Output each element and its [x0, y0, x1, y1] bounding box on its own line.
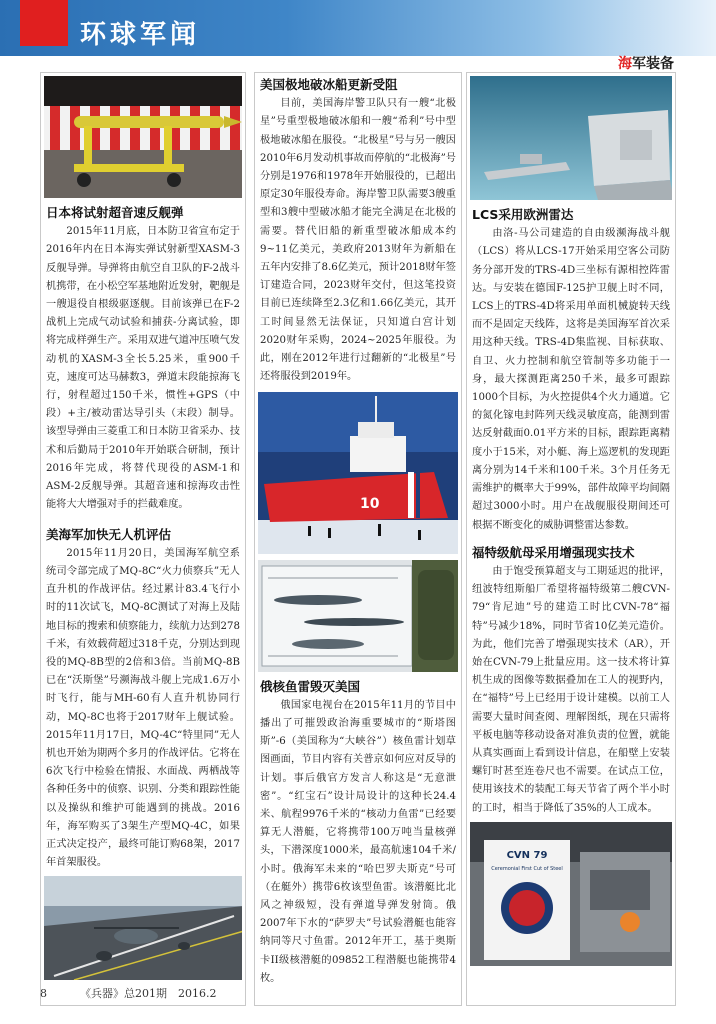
radar-render-photo [470, 76, 672, 200]
column-middle [254, 72, 462, 1006]
missile-photo [44, 76, 242, 198]
page-footer [40, 985, 300, 1001]
page-title: 环球军闻 [80, 20, 201, 50]
article-body-ford: 由于饱受预算超支与工期延迟的批评，纽波特纽斯船厂希望将福特级第二艘CVN-79“肯尼迪”号的建造工时比CVN-78“福特”号减少18%，同时节省10亿美元造价。为此，他们完善了增强现实技术（AR），开始在CVN-79上批量应用。这一技术将计算机生成的图像等数据叠加在工人的视野内，在“福特”号上已经用于设计建模。以前工人需要大量时间查阅、理解图纸，现在只需将平板电脑等移动设备对准负责的位置，就能从真实画面上看到设计信息，在船壁上安装螺钉时甚至连卷尺也不需要。在试点工位，使用该技术的装配工每天节省了两个半小时的工时，相当于降低了35%的人工成本。 [472, 565, 670, 814]
banner-line2: Ceremonial First Cut of Steel [491, 865, 563, 872]
torpedo-diagram-photo [258, 560, 458, 672]
article-title-lcs: LCS采用欧洲雷达 [472, 207, 574, 222]
page-number: 8 [40, 987, 47, 1000]
icebreaker-photo [258, 392, 458, 554]
article-body-sub: 俄国家电视台在2015年11月的节目中播出了可摧毁政治海重要城市的“斯塔图斯”-6（美国称为“大峡谷”）核鱼雷计划草图画面，节目内容有关普京如何应对反导的计划。事后俄官方发言人称这是“无意泄密”。“红宝石”设计局设计的这种长24.4米、航程9976千米的“核动力鱼雷”已经要算无人潜艇，它将携带100万吨当量核弹头，下潜深度1000米，最高航速104千米/小时。俄海军未来的“哈巴罗夫斯克”号可（在艇外）携带6枚该型鱼雷。该潜艇比北风之神级短，没有弹道导弹发射筒。俄2007年下水的“萨罗夫”号试验潜艇也能容纳同等尺寸鱼雷。2012年开工，基于奥斯卡II级核潜艇的09852工程潜艇也能携带4枚。 [260, 699, 456, 984]
column-right [466, 72, 676, 1006]
helicopter-deck-photo [44, 876, 242, 980]
article-title-japan: 日本将试射超音速反舰弹 [46, 205, 184, 220]
section-tag [618, 53, 674, 73]
article-body-lcs: 由洛-马公司建造的自由级濒海战斗舰（LCS）将从LCS-17开始采用空客公司防务分部开发的TRS-4D三坐标有源相控阵雷达。与安装在德国F-125护卫舰上时不同，LCS上的TRS-4D将采用单面机械旋转天线而不是固定天线阵，这将是美国海军首次采用这种天线。TRS-4D集监视、目标获取、自卫、火力控制和航空管制等多功能于一身，最大探测距离250千米，最多可跟踪1000个目标，为火控提供4个火力通道。它的氮化镓电封阵列天线灵敏度高，能测到雷达反射截面0.01平方米的目标，跟踪距离精度小于15米，对小艇、海上巡逻机的发现距离分别为14千米和100千米。3个月任务无需维护的概率大于99%，部件故障平均间隔超过3000小时。用户在战舰服役期间还可根据不断变化的威胁调整雷达参数。 [472, 228, 670, 531]
article-body-icebreaker: 目前，美国海岸警卫队只有一艘“北极星”号重型极地破冰船和一艘“希利”号中型极地破冰船在服役。“北极星”号与另一艘因2010年6月发动机事故而停航的“北极海”号分别是1976和1978年开始服役的，已超出原定30年服役寿命。海岸警卫队需要3艘重型和3艘中型破冰船才能完全满足在北极的需要。替代旧船的新重型破冰船成本约9~11亿美元，美政府2013财年为新船在五年内安排了8.6亿美元，预计2018财年签订建造合同，2023财年交付，但这笔投资目前已连续降至2.3亿和1.66亿美元，其开工时间显然无法保证，只知道白宫计划2020财年采购，2024~2025年服役。为此，刚在2012年进行过翻新的“北极星”号还将服役到2019年。 [260, 98, 456, 383]
shipyard-photo [470, 822, 672, 966]
column-left [40, 72, 246, 1006]
article-title-icebreaker: 美国极地破冰船更新受阻 [260, 77, 398, 92]
article-title-sub: 俄核鱼雷毁灭美国 [260, 678, 361, 694]
section-tag-prefix: 海 [618, 56, 632, 72]
article-body-japan: 2015年11月底，日本防卫省宣布定于2016年内在日本海实弹试射新型XASM-3反舰导弹。导弹将由航空自卫队的F-2战斗机携带，在小松空军基地附近发射，靶舰是一艘退役自根级驱逐舰。目前该弹已在F-2战机上完成气动试验和捕获-分离试验，即将完成样弹生产。采用双进气道冲压喷气发动机的XASM-3全长5.25米，重900千克，速度可达马赫数3，弹道末段能掠海飞行，射程超过150千米，惯性+GPS（中段）+主/被动雷达导引头（末段）制导。该型导弹由三菱重工和日本防卫省采办、技术和后勤局于2010年开始联合研制，预计2016年完成，将替代现役的ASM-1和ASM-2反舰导弹。其超音速和掠海攻击性能将大大增强对手的拦截难度。 [46, 226, 240, 511]
magazine-issue: 《兵器》总201期 2016.2 [80, 987, 217, 1000]
banner-line1: CVN 79 [506, 849, 548, 861]
header-red-block [20, 0, 68, 46]
hull-number-label: 10 [360, 495, 380, 512]
article-title-mq8c: 美海军加快无人机评估 [46, 526, 172, 542]
article-body-mq8c: 2015年11月20日，美国海军航空系统司令部完成了MQ-8C“火力侦察兵”无人直升机的作战评估。经过累计83.4飞行小时的11次试飞，MQ-8C测试了对海上及陆地目标的搜索和侦察能力，续航力达到278千米，有效载荷超过318千克，分别达到现役的MQ-8B型的2倍和3倍。当前MQ-8B已在“沃斯堡”号濒海战斗舰上完成1.6万小时飞行，能与MH-60有人直升机协同行动，MQ-8C也将于2017财年上舰试验。2015年11月17日，MQ-4C“特里同”无人机也开始为期两个多月的作战评估。它将在6次飞行中检验在情报、水面战、两栖战等各种任务中的侦察、识别、分类和跟踪性能以及操纵和维护可能遇到的挑战。2016年，海军购买了3架生产型MQ-4C，如果正式决定投产，最终可能订购68架，2017年首架服役。 [46, 547, 240, 869]
section-tag-rest: 军装备 [632, 56, 674, 72]
article-title-ford: 福特级航母采用增强现实技术 [472, 544, 635, 560]
